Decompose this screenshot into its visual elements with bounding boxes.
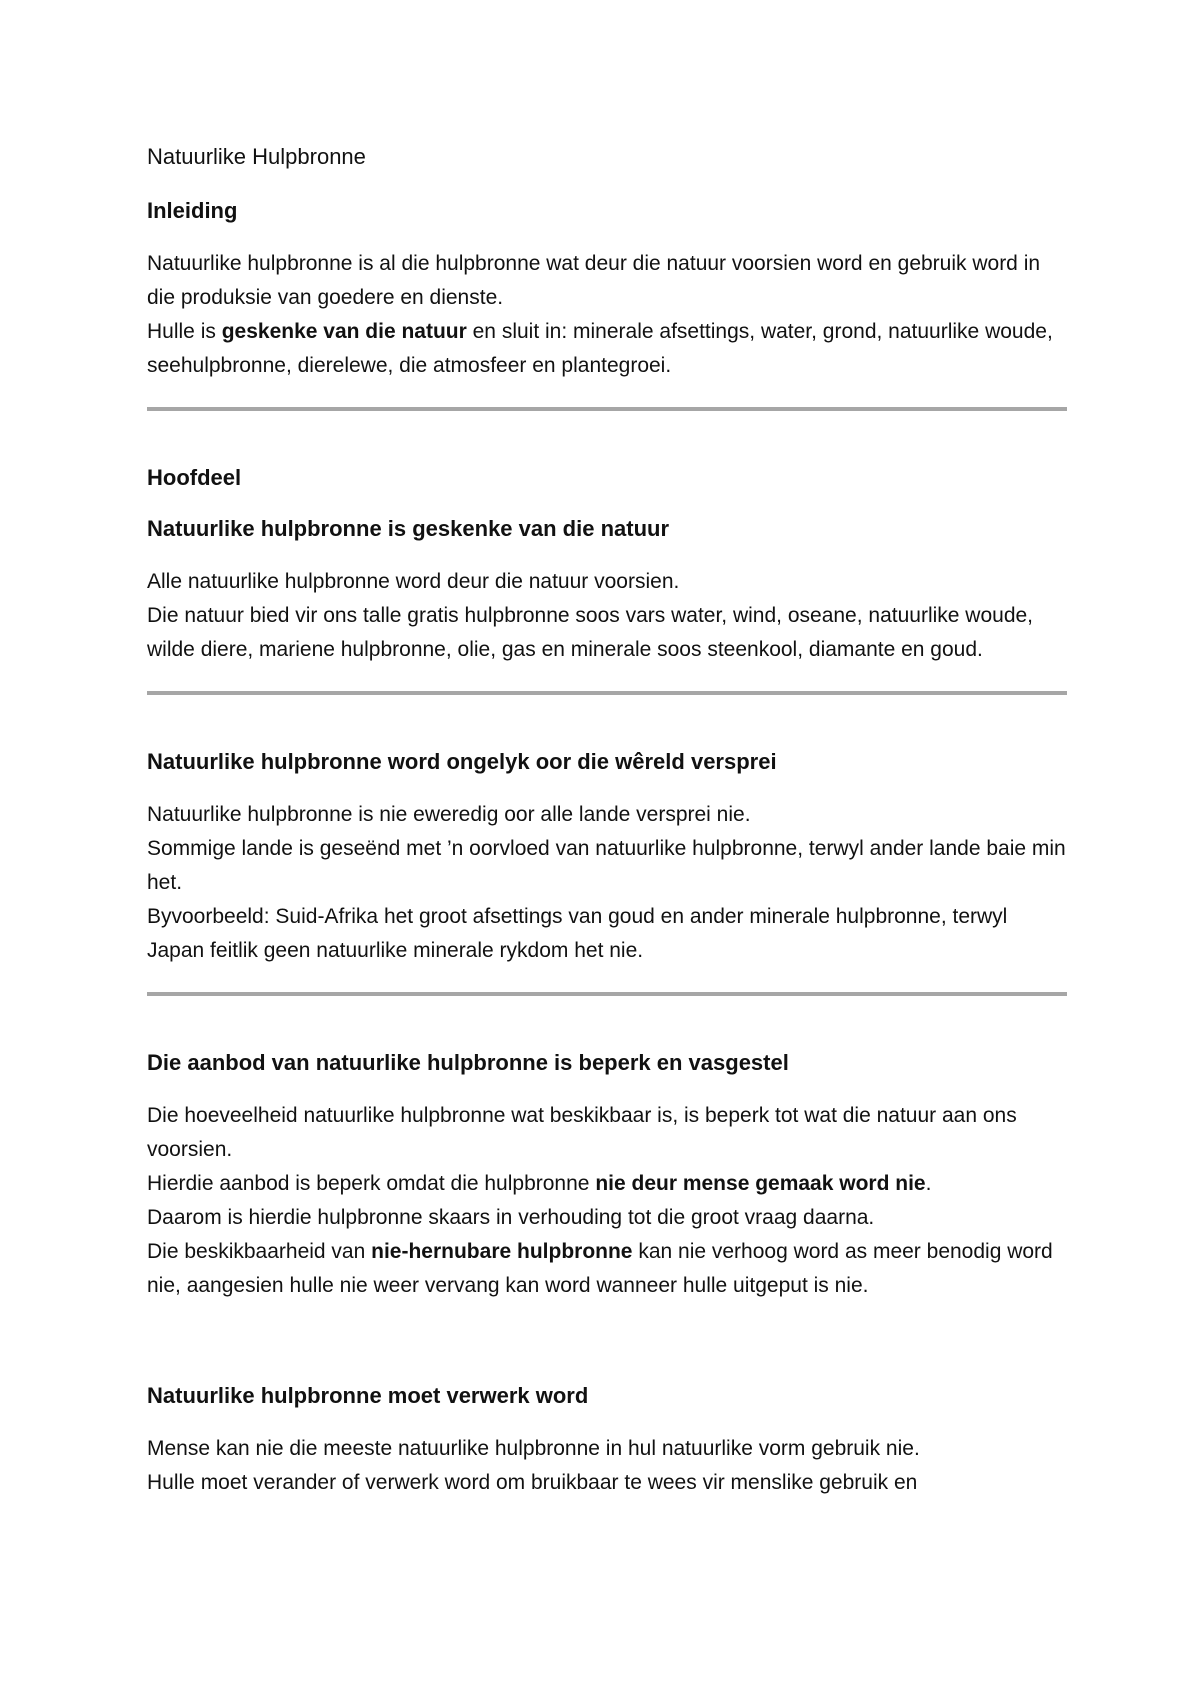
subsection-heading-4: Natuurlike hulpbronne moet verwerk word bbox=[147, 1383, 589, 1408]
subsection-3-p4-text-b: kan nie verhoog word as meer benodig word nie, aangesien hulle nie weer vervang kan word wanneer hulle uitgeput is nie. bbox=[147, 1240, 1053, 1297]
subsection-1-paragraph-2: Die natuur bied vir ons talle gratis hulpbronne soos vars water, wind, oseane, natuurlike woude, wilde diere, mariene hulpbronne, olie, gas en minerale soos steenkool, diamante en goud. bbox=[147, 604, 1034, 661]
intro-section bbox=[147, 247, 1067, 383]
subsection-3-paragraph-3: Daarom is hierdie hulpbronne skaars in verhouding tot die groot vraag daarna. bbox=[147, 1206, 875, 1229]
intro-p2-text-b: en sluit in: minerale afsettings, water, grond, natuurlike woude, seehulpbronne, dierelewe, die atmosfeer en plantegroei. bbox=[147, 320, 1053, 377]
subsection-3-p2-text-a: Hierdie aanbod is beperk omdat die hulpbronne bbox=[147, 1172, 596, 1195]
section-heading-hoofdeel: Hoofdeel bbox=[147, 465, 242, 490]
subsection-1-paragraph-1: Alle natuurlike hulpbronne word deur die natuur voorsien. bbox=[147, 570, 680, 593]
intro-p2-text-a: Hulle is bbox=[147, 320, 222, 343]
subsection-2-paragraph-2: Sommige lande is geseënd met ’n oorvloed van natuurlike hulpbronne, terwyl ander lande baie min het. bbox=[147, 837, 1066, 894]
intro-paragraph-2 bbox=[147, 315, 1067, 383]
subsection-2-body bbox=[147, 798, 1067, 968]
subsection-2-paragraph-1: Natuurlike hulpbronne is nie eweredig oor alle lande versprei nie. bbox=[147, 803, 751, 826]
subsection-4-paragraph-1: Mense kan nie die meeste natuurlike hulpbronne in hul natuurlike vorm gebruik nie. bbox=[147, 1437, 920, 1460]
intro-paragraph-1: Natuurlike hulpbronne is al die hulpbronne wat deur die natuur voorsien word en gebruik word in die produksie van goedere en dienste. bbox=[147, 252, 1041, 309]
subsection-4-paragraph-2: Hulle moet verander of verwerk word om bruikbaar te wees vir menslike gebruik en bbox=[147, 1471, 918, 1494]
subsection-3-paragraph-4 bbox=[147, 1235, 1067, 1303]
subsection-3-p4-bold: nie-hernubare hulpbronne bbox=[371, 1240, 633, 1263]
subsection-3-p2-text-b: . bbox=[925, 1172, 932, 1195]
subsection-3-body bbox=[147, 1099, 1067, 1303]
subsection-heading-2: Natuurlike hulpbronne word ongelyk oor die wêreld versprei bbox=[147, 749, 777, 774]
subsection-heading-3: Die aanbod van natuurlike hulpbronne is beperk en vasgestel bbox=[147, 1050, 789, 1075]
document-title: Natuurlike Hulpbronne bbox=[147, 144, 366, 169]
subsection-3-paragraph-2 bbox=[147, 1167, 1067, 1201]
subsection-3-paragraph-1: Die hoeveelheid natuurlike hulpbronne wat beskikbaar is, is beperk tot wat die natuur aan ons voorsien. bbox=[147, 1104, 1017, 1161]
section-heading-inleiding: Inleiding bbox=[147, 198, 238, 223]
subsection-heading-1: Natuurlike hulpbronne is geskenke van die natuur bbox=[147, 516, 670, 541]
subsection-1-body bbox=[147, 565, 1067, 667]
subsection-4-body bbox=[147, 1432, 1067, 1500]
subsection-3-p4-text-a: Die beskikbaarheid van bbox=[147, 1240, 372, 1263]
intro-p2-bold: geskenke van die natuur bbox=[221, 320, 467, 343]
subsection-3-p2-bold: nie deur mense gemaak word nie bbox=[595, 1172, 926, 1195]
document-page bbox=[147, 142, 1067, 1500]
subsection-2-paragraph-3: Byvoorbeeld: Suid-Afrika het groot afsettings van goud en ander minerale hulpbronne, terwyl Japan feitlik geen natuurlike minerale rykdom het nie. bbox=[147, 905, 1008, 962]
